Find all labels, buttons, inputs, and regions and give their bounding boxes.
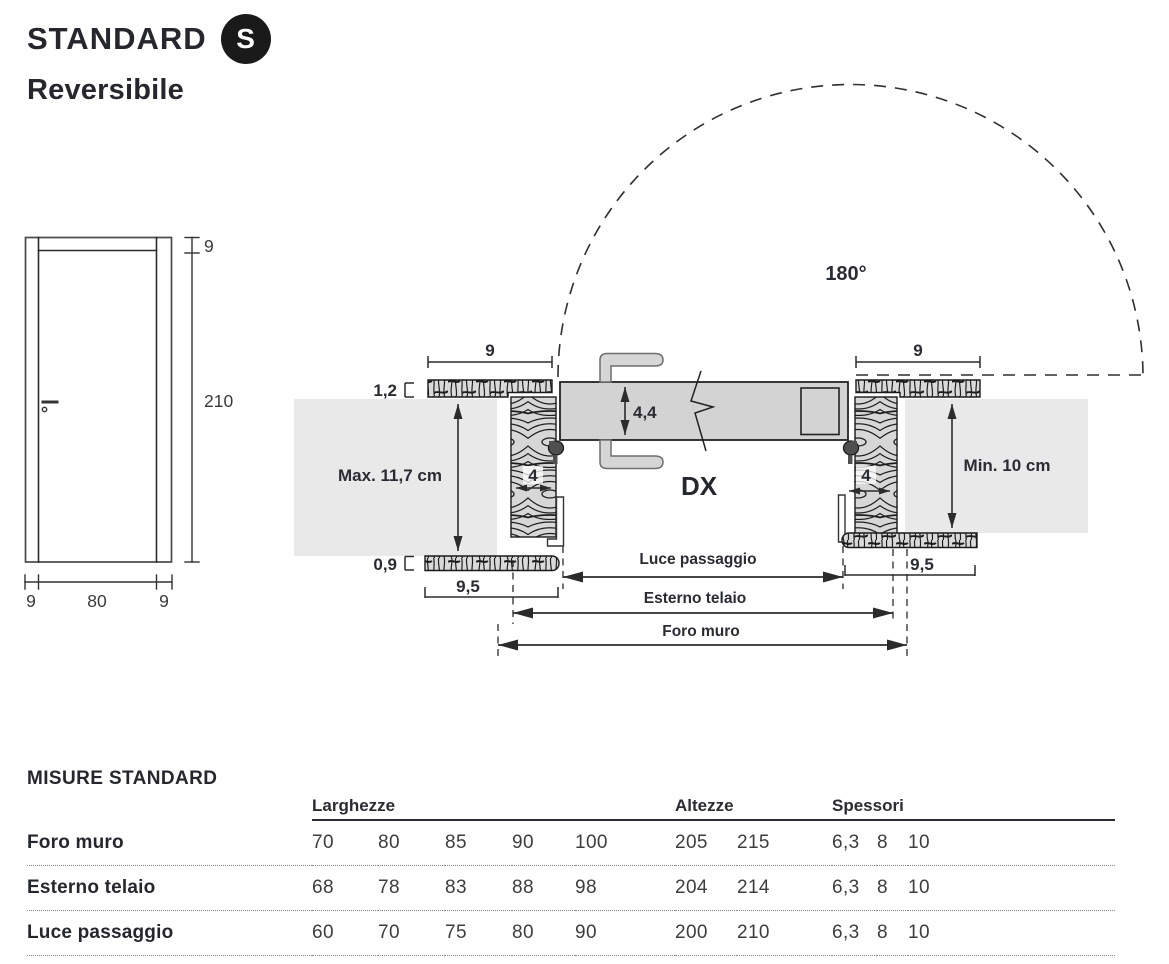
wall-min-label: Min. 10 cm [963, 456, 1051, 475]
svg-text:4: 4 [528, 466, 538, 485]
table-cell: 85 [445, 821, 512, 866]
architrave-width-right-label: 9 [913, 341, 923, 360]
table-cell: 83 [445, 866, 512, 911]
front-dim-height [185, 238, 199, 563]
dim-luce-label: Luce passaggio [639, 551, 757, 568]
table-cell: 10 [908, 911, 1115, 956]
svg-text:4: 4 [861, 466, 871, 485]
page-title: STANDARD [27, 21, 207, 56]
table-cell: 8 [877, 911, 908, 956]
dim-esterno-label: Esterno telaio [643, 590, 747, 607]
architrave-width-left-label: 9 [485, 341, 495, 360]
architrave-thickness-bottom-label: 0,9 [373, 555, 397, 574]
table-header-altezze: Altezze [675, 796, 832, 821]
front-dim-height-label: 210 [204, 391, 234, 411]
door-leaf [560, 354, 848, 469]
frame-depth-left [425, 587, 558, 598]
handle-top [600, 354, 663, 383]
handle-bottom [600, 440, 663, 469]
swing-side-label: DX [680, 471, 718, 501]
table-cell: 68 [312, 866, 378, 911]
table-cell: 70 [378, 911, 445, 956]
table-cell: 80 [512, 911, 575, 956]
door-front-view [25, 236, 233, 611]
table-grid [27, 796, 1115, 956]
series-badge: S [221, 14, 271, 64]
table-cell: 90 [512, 821, 575, 866]
table-cell: 10 [908, 821, 1115, 866]
table-cell: 98 [575, 866, 675, 911]
table-cell: 8 [877, 866, 908, 911]
table-header-spessori: Spessori [832, 796, 1115, 821]
table-cell: 70 [312, 821, 378, 866]
dim-foro-label: Foro muro [662, 623, 740, 640]
page-subtitle: Reversibile [27, 74, 184, 106]
table-cell: 204 [675, 866, 737, 911]
table-cell: 60 [312, 911, 378, 956]
frame-depth-right-label: 9,5 [910, 555, 934, 574]
wall-max-label: Max. 11,7 cm [338, 466, 442, 485]
table-cell: 6,3 [832, 821, 877, 866]
table-cell: 214 [737, 866, 832, 911]
table-cell: 80 [378, 821, 445, 866]
table-cell: 215 [737, 821, 832, 866]
table-cell: 205 [675, 821, 737, 866]
architrave-thickness-bottom [405, 557, 414, 571]
door-swing-arc [558, 85, 1143, 378]
table-cell: 6,3 [832, 911, 877, 956]
front-dim-left-label: 9 [26, 591, 36, 611]
table-cell: 100 [575, 821, 675, 866]
front-dim-right-label: 9 [159, 591, 169, 611]
table-cell: 90 [575, 911, 675, 956]
table-cell: 78 [378, 866, 445, 911]
architrave-thickness-top-label: 1,2 [373, 381, 397, 400]
table-cell: 200 [675, 911, 737, 956]
table-cell: 75 [445, 911, 512, 956]
table-cell: 210 [737, 911, 832, 956]
table-header-larghezze: Larghezze [312, 796, 675, 821]
table-cell: 10 [908, 866, 1115, 911]
front-dim-head-label: 9 [204, 236, 214, 256]
front-dim-leaf-label: 80 [87, 591, 107, 611]
table-cell: 88 [512, 866, 575, 911]
table-header-spacer [27, 796, 312, 821]
swing-angle-label: 180° [825, 263, 867, 285]
table-title: MISURE STANDARD [27, 768, 218, 789]
front-dim-width [25, 575, 172, 589]
frame-depth-left-label: 9,5 [456, 577, 480, 596]
table-cell: 6,3 [832, 866, 877, 911]
leaf-thickness-label: 4,4 [633, 403, 657, 422]
door-plan-view [294, 85, 1143, 659]
table-cell: 8 [877, 821, 908, 866]
measures-table [27, 768, 1115, 956]
table-row-label: Foro muro [27, 821, 312, 866]
architrave-thickness-top [405, 383, 414, 397]
table-row-label: Luce passaggio [27, 911, 312, 956]
table-row-label: Esterno telaio [27, 866, 312, 911]
